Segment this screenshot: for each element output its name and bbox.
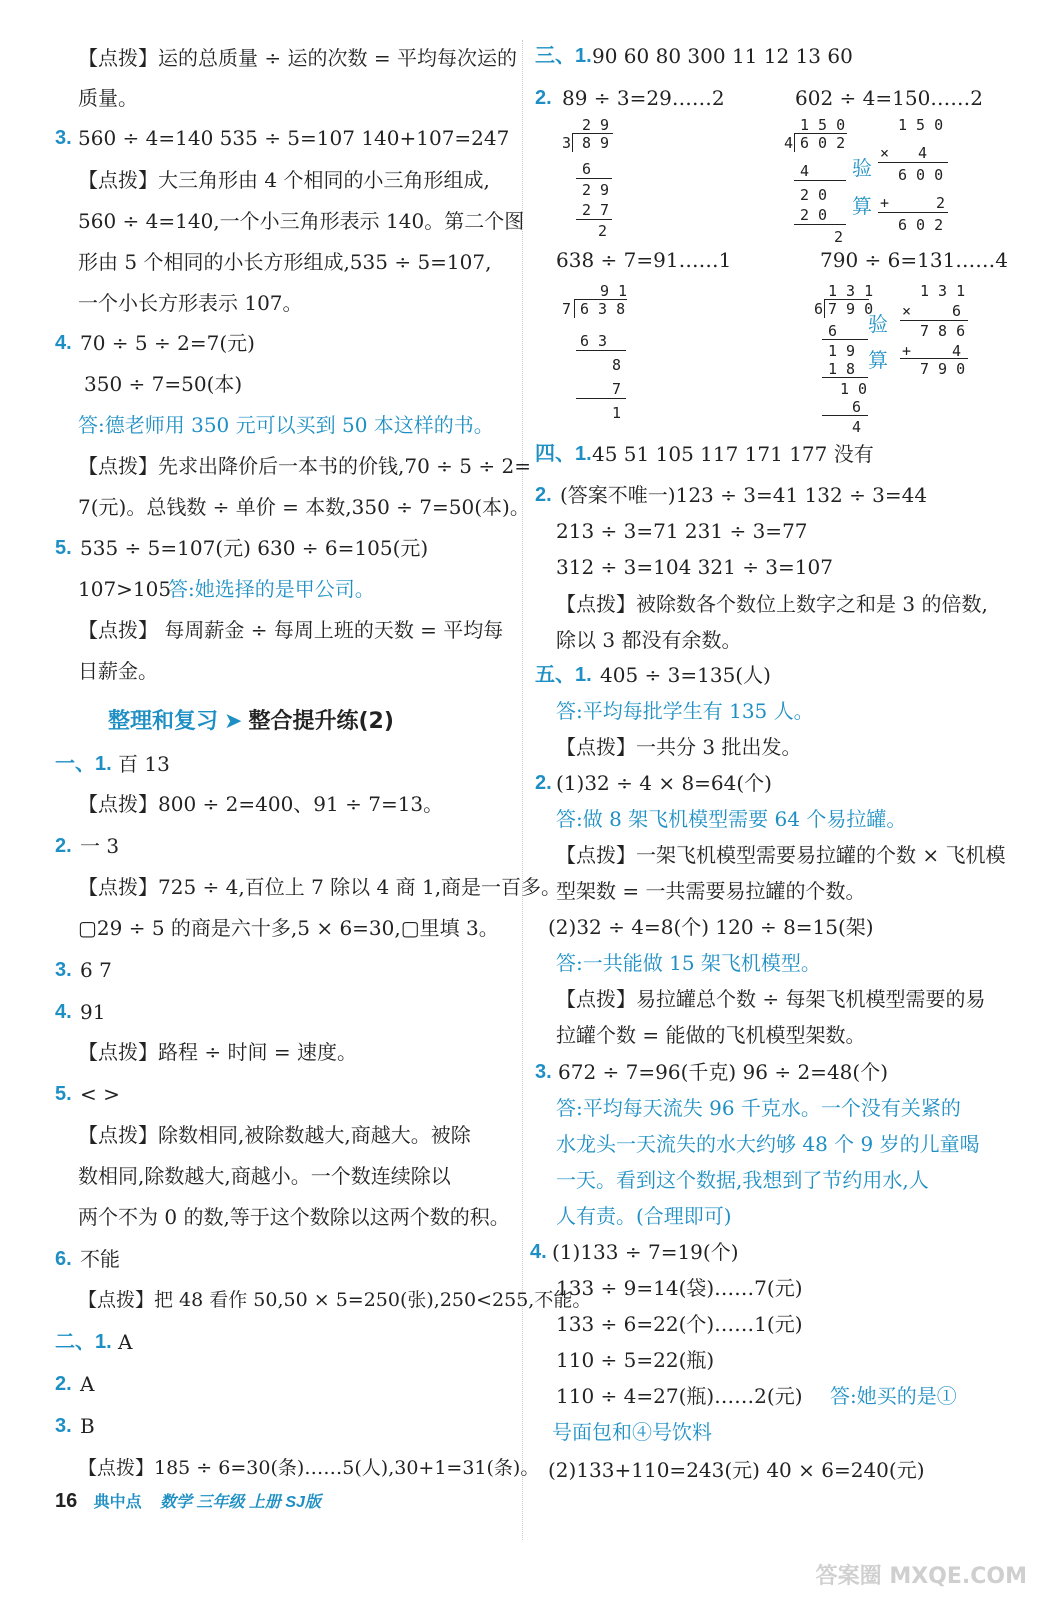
check-line: 6 0 2	[898, 216, 944, 234]
answer-line: 560 ÷ 4=140 535 ÷ 5=107 140+107=247	[78, 126, 510, 150]
hint-line: ▢29 ÷ 5 的商是六十多,5 × 6=30,▢里填 3。	[78, 916, 499, 940]
column-divider	[522, 40, 523, 1540]
check-label: 算	[868, 348, 888, 372]
check-line: 4	[918, 144, 928, 162]
hint-line: 拉罐个数 = 能做的飞机模型架数。	[556, 1023, 866, 1047]
question-number: 3.	[55, 127, 72, 149]
hint-line: 【点拨】除数相同,被除数越大,商越大。被除	[78, 1123, 471, 1147]
times-sign: ×	[902, 302, 912, 320]
dividend: 6 0 2	[800, 134, 846, 152]
question-number: 3.	[535, 1061, 552, 1083]
division-rule	[900, 358, 968, 359]
quotient: 2 9	[582, 116, 610, 134]
check-line: 1 3 1	[920, 282, 966, 300]
answer-line: 790 ÷ 6=131……4	[820, 248, 1009, 272]
question-number: 5.	[55, 1083, 72, 1105]
answer-line: 45 51 105 117 171 177 没有	[592, 442, 874, 466]
answer-line: (2)133+110=243(元) 40 × 6=240(元)	[548, 1458, 925, 1482]
hint-line: 【点拨】先求出降价后一本书的价钱,70 ÷ 5 ÷ 2=	[78, 454, 531, 478]
division-rule	[794, 180, 846, 181]
hint-line: 【点拨】 每周薪金 ÷ 每周上班的天数 = 平均每	[78, 618, 504, 642]
answer-line: 133 ÷ 9=14(袋)……7(元)	[556, 1276, 803, 1300]
question-number: 2.	[535, 87, 552, 109]
answer-line: 405 ÷ 3=135(人)	[600, 663, 771, 687]
answer-statement: 水龙头一天流失的水大约够 48 个 9 岁的儿童喝	[556, 1132, 980, 1156]
answer-line: 350 ÷ 7=50(本)	[84, 372, 243, 396]
divisor: 6	[814, 300, 824, 318]
division-rule	[794, 224, 846, 225]
check-line: 6 0 0	[898, 166, 944, 184]
answer-line: 一 3	[80, 834, 120, 858]
hint-line: 【点拨】185 ÷ 6=30(条)……5(人),30+1=31(条)。	[78, 1457, 540, 1479]
answer-line: 91	[80, 1000, 106, 1024]
answer-line: 百 13	[118, 752, 170, 776]
answer-line: 133 ÷ 6=22(个)……1(元)	[556, 1312, 803, 1336]
question-number: 五、1.	[535, 664, 592, 686]
answer-line: A	[80, 1372, 95, 1396]
hint-line: 【点拨】大三角形由 4 个相同的小三角形组成,	[78, 168, 490, 192]
answer-line: (答案不唯一)123 ÷ 3=41 132 ÷ 3=44	[560, 483, 928, 507]
step-line: 8	[612, 356, 622, 374]
answer-line: B	[80, 1414, 95, 1438]
hint-line: 一个小长方形表示 107。	[78, 291, 303, 315]
step-line: 2 0	[800, 206, 828, 224]
answer-line: 90 60 80 300 11 12 13 60	[592, 44, 853, 68]
hint-line: 【点拨】800 ÷ 2=400、91 ÷ 7=13。	[78, 792, 444, 816]
divisor: 4	[784, 134, 794, 152]
answer-line: 312 ÷ 3=104 321 ÷ 3=107	[556, 555, 833, 579]
division-rule	[576, 178, 612, 179]
hint-line: 560 ÷ 4=140,一个小三角形表示 140。第二个图	[78, 209, 525, 233]
remainder: 2	[834, 228, 844, 246]
check-line: 4	[952, 342, 962, 360]
watermark: 答案圈 MXQE.COM	[815, 1564, 1027, 1589]
step-line: 6	[852, 398, 862, 416]
page-number: 16	[55, 1490, 78, 1512]
remainder: 2	[598, 222, 608, 240]
dividend: 8 9	[582, 134, 610, 152]
answer-statement: 答:一共能做 15 架飞机模型。	[556, 951, 821, 975]
quotient: 1 3 1	[828, 282, 874, 300]
step-line: 1 9	[828, 342, 856, 360]
answer-line: 6 7	[80, 958, 112, 982]
step-line: 6	[582, 160, 592, 178]
plus-sign: +	[902, 342, 912, 360]
answer-line: 602 ÷ 4=150……2	[795, 86, 984, 110]
question-number: 4.	[55, 1001, 72, 1023]
step-line: 1 8	[828, 360, 856, 378]
division-rule	[576, 219, 612, 220]
step-line: 2 0	[800, 186, 828, 204]
answer-line: 213 ÷ 3=71 231 ÷ 3=77	[556, 519, 808, 543]
division-rule	[878, 162, 948, 163]
division-rule	[878, 212, 948, 213]
answer-statement: 答:她买的是①	[830, 1384, 957, 1408]
step-line: 2 9	[582, 181, 610, 199]
step-line: 4	[800, 162, 810, 180]
answer-statement: 号面包和④号饮料	[552, 1420, 712, 1444]
remainder: 4	[852, 418, 862, 436]
division-rule	[900, 320, 968, 321]
question-number: 二、1.	[55, 1331, 112, 1353]
answer-statement: 答:她选择的是甲公司。	[168, 577, 375, 601]
question-number: 三、1.	[535, 45, 592, 67]
divisor: 3	[562, 134, 572, 152]
quotient: 1 5 0	[800, 116, 846, 134]
answer-line: 672 ÷ 7=96(千克) 96 ÷ 2=48(个)	[558, 1060, 888, 1084]
hint-line: 形由 5 个相同的小长方形组成,535 ÷ 5=107,	[78, 250, 492, 274]
answer-line: 535 ÷ 5=107(元) 630 ÷ 6=105(元)	[80, 536, 429, 560]
division-rule	[822, 339, 868, 340]
question-number: 3.	[55, 959, 72, 981]
division-rule	[576, 398, 626, 399]
answer-line: (1)32 ÷ 4 × 8=64(个)	[556, 771, 772, 795]
dividend: 7 9 0	[828, 300, 874, 318]
question-number: 一、1.	[55, 753, 112, 775]
hint-line: 质量。	[78, 86, 138, 110]
question-number: 四、1.	[535, 443, 592, 465]
answer-line: 638 ÷ 7=91……1	[556, 248, 732, 272]
answer-line: < >	[80, 1082, 120, 1106]
arrow-icon: ➤	[224, 709, 243, 734]
hint-line: 【点拨】725 ÷ 4,百位上 7 除以 4 商 1,商是一百多。	[78, 875, 562, 899]
answer-line: 70 ÷ 5 ÷ 2=7(元)	[80, 331, 255, 355]
hint-line: 除以 3 都没有余数。	[556, 628, 742, 652]
hint-line: 【点拨】被除数各个数位上数字之和是 3 的倍数,	[556, 592, 988, 616]
answer-line: A	[118, 1330, 133, 1354]
hint-line: 【点拨】一架飞机模型需要易拉罐的个数 × 飞机模	[556, 843, 1006, 867]
remainder: 1	[612, 404, 622, 422]
question-number: 2.	[535, 484, 552, 506]
answer-statement: 答:做 8 架飞机模型需要 64 个易拉罐。	[556, 807, 907, 831]
step-line: 6	[828, 322, 838, 340]
quotient: 9 1	[600, 282, 628, 300]
question-number: 4.	[55, 332, 72, 354]
check-line: 1 5 0	[898, 116, 944, 134]
hint-line: 【点拨】运的总质量 ÷ 运的次数 = 平均每次运的	[78, 46, 517, 70]
answer-statement: 一天。看到这个数据,我想到了节约用水,人	[556, 1168, 929, 1192]
section-title	[108, 704, 394, 735]
series-logo: 典中点	[93, 1492, 142, 1511]
answer-line: 89 ÷ 3=29……2	[562, 86, 725, 110]
check-label: 算	[852, 194, 872, 218]
check-line: 6	[952, 302, 962, 320]
check-label: 验	[852, 156, 872, 180]
section-title-sub: 整合提升练(2)	[248, 709, 394, 734]
question-number: 6.	[55, 1248, 72, 1270]
book-subtitle: 数学 三年级 上册 SJ版	[159, 1494, 321, 1511]
step-line: 6 3	[580, 332, 608, 350]
answer-statement: 答:德老师用 350 元可以买到 50 本这样的书。	[78, 413, 494, 437]
question-number: 2.	[55, 1373, 72, 1395]
hint-line: 两个不为 0 的数,等于这个数除以这两个数的积。	[78, 1205, 510, 1229]
division-rule	[822, 377, 868, 378]
hint-line: 【点拨】把 48 看作 50,50 × 5=250(张),250<255,不能。	[78, 1289, 592, 1311]
question-number: 4.	[530, 1241, 547, 1263]
check-line: 2	[936, 194, 946, 212]
answer-line: (1)133 ÷ 7=19(个)	[552, 1240, 739, 1264]
check-line: 7 9 0	[920, 360, 966, 378]
times-sign: ×	[880, 144, 890, 162]
section-title-main: 整理和复习	[108, 709, 219, 734]
answer-line: (2)32 ÷ 4=8(个) 120 ÷ 8=15(架)	[548, 915, 874, 939]
dividend: 6 3 8	[580, 300, 626, 318]
step-line: 7	[612, 380, 622, 398]
division-rule	[576, 350, 626, 351]
hint-line: 日薪金。	[78, 659, 158, 683]
answer-statement: 答:平均每批学生有 135 人。	[556, 699, 814, 723]
answer-statement: 答:平均每天流失 96 千克水。一个没有关紧的	[556, 1096, 961, 1120]
hint-line: 【点拨】路程 ÷ 时间 = 速度。	[78, 1040, 357, 1064]
step-line: 2 7	[582, 201, 610, 219]
division-rule	[822, 415, 868, 416]
hint-line: 7(元)。总钱数 ÷ 单价 = 本数,350 ÷ 7=50(本)。	[78, 495, 530, 519]
hint-line: 【点拨】易拉罐总个数 ÷ 每架飞机模型需要的易	[556, 987, 986, 1011]
question-number: 2.	[535, 772, 552, 794]
answer-line: 110 ÷ 4=27(瓶)……2(元)	[556, 1384, 803, 1408]
answer-line: 110 ÷ 5=22(瓶)	[556, 1348, 715, 1372]
check-line: 7 8 6	[920, 322, 966, 340]
divisor: 7	[562, 300, 572, 318]
question-number: 2.	[55, 835, 72, 857]
question-number: 3.	[55, 1415, 72, 1437]
hint-line: 数相同,除数越大,商越小。一个数连续除以	[78, 1164, 451, 1188]
page-footer	[55, 1488, 321, 1513]
hint-line: 【点拨】一共分 3 批出发。	[556, 735, 802, 759]
step-line: 1 0	[840, 380, 868, 398]
hint-line: 型架数 = 一共需要易拉罐的个数。	[556, 879, 866, 903]
check-label: 验	[868, 312, 888, 336]
answer-statement: 人有责。(合理即可)	[556, 1204, 732, 1228]
question-number: 5.	[55, 537, 72, 559]
plus-sign: +	[880, 194, 890, 212]
answer-line: 不能	[80, 1247, 120, 1271]
answer-line: 107>105	[78, 577, 172, 601]
